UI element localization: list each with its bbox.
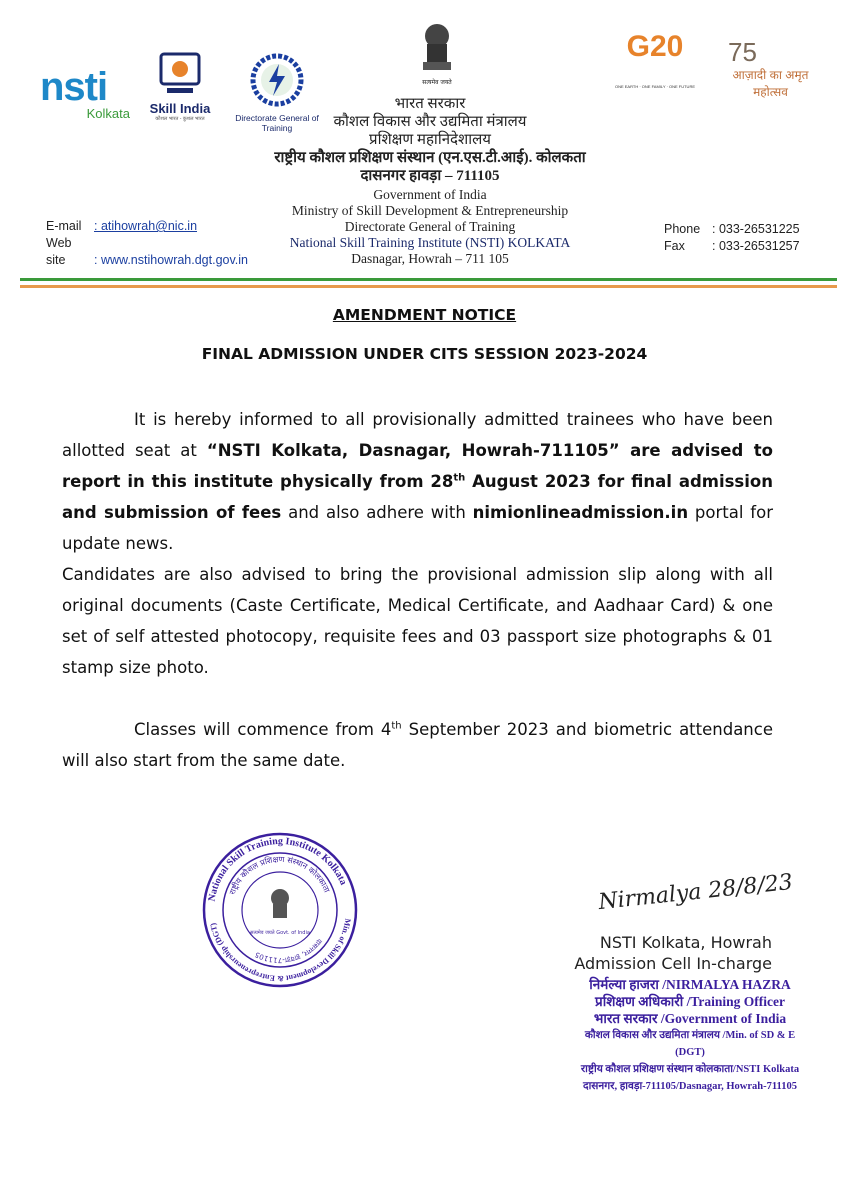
english-line: Dasnagar, Howrah – 711 105: [351, 251, 509, 266]
website-link[interactable]: : www.nstihowrah.dgt.gov.in: [94, 253, 249, 267]
seal-line: भारत सरकार /Government of India: [593, 1011, 787, 1026]
emblem-icon: [417, 22, 457, 74]
stamp-outer-text: National Skill Training Institute Kolkata: [206, 835, 349, 903]
g20-logo: [605, 30, 705, 89]
stamp-inner-text: राष्ट्रीय कौशल प्रशिक्षण संस्थान कोलकाता: [227, 854, 332, 896]
handwritten-signature: Nirmalya 28/8/23: [597, 869, 794, 916]
signatory-line-2: Admission Cell In-charge: [574, 954, 772, 973]
seal-line: कौशल विकास और उद्यमिता मंत्रालय /Min. of SD & E (DGT): [584, 1030, 796, 1058]
website-label: Web site: [46, 236, 72, 267]
contact-right: [664, 221, 800, 255]
g20-sub: ONE EARTH · ONE FAMILY · ONE FUTURE: [614, 84, 695, 89]
email-label: E-mail: [46, 219, 82, 233]
stamp-inner-bottom-text: दासनगर, हावड़ा-711105: [253, 936, 324, 965]
notice-heading: AMENDMENT NOTICE: [332, 306, 517, 324]
divider-orange: [20, 285, 837, 288]
paragraph-3: [62, 714, 773, 776]
hindi-line: राष्ट्रीय कौशल प्रशिक्षण संस्थान (एन.एस.टी.आई). कोलकता: [274, 150, 586, 166]
skill-india-logo: [140, 52, 220, 122]
emblem-motto: सत्यमेव जयते: [422, 79, 452, 86]
hindi-line: भारत सरकार: [394, 96, 466, 112]
english-line: Government of India: [373, 187, 487, 202]
english-line: Ministry of Skill Development & Entrepreneurship: [291, 203, 569, 218]
hindi-line: कौशल विकास और उद्यमिता मंत्रालय: [333, 114, 527, 130]
emblem-icon: [271, 889, 289, 918]
superscript: th: [453, 472, 466, 484]
text: It is hereby informed to all provisionally admitted trainees who have been allotted seat at: [62, 410, 773, 460]
hindi-line: दासनगर हावड़ा – 711105: [360, 168, 500, 184]
text: and also adhere with: [281, 503, 473, 522]
signatory-line-1: NSTI Kolkata, Howrah: [599, 933, 772, 952]
english-line: Directorate General of Training: [344, 219, 516, 234]
phone-value: : 033-26531225: [712, 222, 800, 236]
svg-text:Min. of Skill Development & En: [208, 918, 352, 983]
skill-india-sub: कौशल भारत - कुशल भारत: [155, 116, 205, 122]
institute-stamp: [200, 830, 360, 990]
azadi-75: 75: [728, 37, 757, 67]
fax-value: : 033-26531257: [712, 239, 800, 253]
hindi-line: प्रशिक्षण महानिदेशालय: [369, 132, 491, 148]
superscript: th: [391, 720, 402, 732]
text: Classes will commence from 4: [134, 720, 392, 739]
g20-text: G20: [626, 30, 684, 63]
seal-line: प्रशिक्षण अधिकारी /Training Officer: [595, 994, 785, 1009]
portal-name: nimionlineadmission.in: [472, 503, 689, 522]
letterhead-center: [250, 95, 610, 267]
stamp-outer-bottom-text: Min. of Skill Development & Entrepreneurship (DGT): [208, 917, 353, 984]
skill-india-text: Skill India: [149, 101, 211, 116]
paragraph-1: [62, 404, 773, 559]
notice-body: [62, 404, 773, 776]
officer-seal: [570, 976, 810, 1095]
seal-line: राष्ट्रीय कौशल प्रशिक्षण संस्थान कोलकाता/NSTI Kolkata: [580, 1064, 800, 1075]
nsti-logo: [40, 65, 130, 121]
text: portal for update news.: [62, 503, 773, 553]
signatory-block: [540, 932, 772, 974]
svg-text:दासनगर, हावड़ा-711105: [254, 937, 324, 964]
fax-label: Fax: [664, 239, 685, 253]
bold-text: “NSTI Kolkata, Dasnagar, Howrah-711105” are advised to report in this institute physically from 28: [62, 441, 773, 491]
notice-subheading: FINAL ADMISSION UNDER CITS SESSION 2023-2024: [201, 345, 648, 363]
nsti-logo-sub: Kolkata: [86, 106, 130, 121]
phone-label: Phone: [664, 222, 701, 236]
azadi-sub: आज़ादी का अमृत महोत्सव: [732, 68, 809, 99]
text: September 2023 and biometric attendance will also start from the same date.: [62, 720, 773, 770]
paragraph-2: Candidates are also advised to bring the provisional admission slip along with all original documents (Caste Certificate, Medical Certificate, and Aadhaar Card) & one set of self attested photocopy, requisite fees and 03 passport size photographs & 01 stamp size photo.: [62, 565, 773, 677]
national-emblem: [412, 22, 462, 86]
contact-left: [46, 218, 248, 269]
email-link[interactable]: : atihowrah@nic.in: [94, 219, 198, 233]
seal-line: दासनगर, हावड़ा-711105/Dasnagar, Howrah-711105: [583, 1081, 797, 1092]
nsti-logo-text: nsti: [40, 65, 108, 109]
divider-green: [20, 278, 837, 281]
azadi-logo: [718, 38, 823, 100]
bold-text: August 2023 for final admission and submission of fees: [62, 472, 773, 522]
seal-line: निर्मल्या हाजरा /NIRMALYA HAZRA: [589, 977, 791, 992]
computer-icon: [157, 52, 203, 96]
english-line: National Skill Training Institute (NSTI) KOLKATA: [289, 235, 571, 250]
dgt-text: Directorate General of Training: [235, 113, 319, 133]
stamp-center-text: सत्यमेव जयते Govt. of India: [250, 930, 310, 936]
